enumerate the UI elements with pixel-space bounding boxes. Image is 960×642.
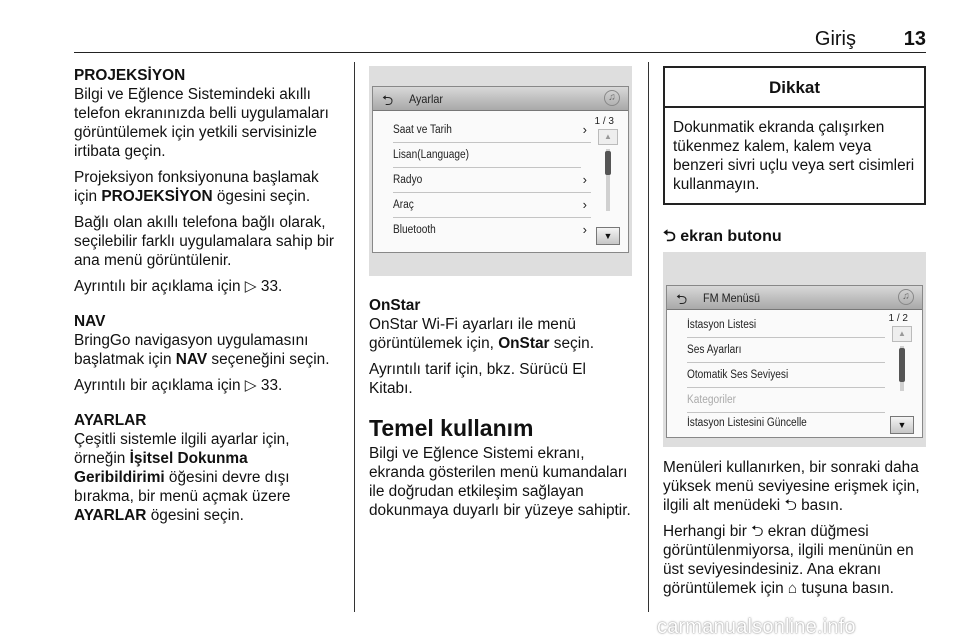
screen-title: Ayarlar (409, 92, 444, 106)
page-number: 13 (903, 28, 926, 50)
page-header (74, 28, 926, 52)
screen-title: FM Menüsü (703, 291, 761, 305)
paragraph-text: Menüleri kullanırken, bir sonraki daha yüksek menü seviyesine erişmek için, ilgili alt menüdeki (663, 459, 920, 514)
paragraph-text: ögesini seçin. (212, 188, 311, 205)
home-icon: ⌂ (787, 580, 798, 597)
back-arrow-icon[interactable]: ⮌ (676, 291, 688, 307)
section-heading-back-button: ⮌ ekran butonu (663, 228, 782, 245)
paragraph (74, 168, 340, 206)
settings-screen (372, 86, 629, 253)
list-item[interactable]: Lisan(Language) (393, 144, 581, 168)
page-ref-arrow-icon: ▷ (244, 377, 257, 394)
list-item[interactable]: Radyo › (393, 169, 591, 193)
settings-screenshot (369, 66, 632, 276)
paragraph (369, 360, 631, 398)
menu-term: PROJEKSİYON (101, 188, 213, 205)
paragraph (74, 430, 340, 525)
column-right-lower (663, 458, 926, 605)
list-item[interactable]: Araç › (393, 194, 591, 218)
scroll-down-button[interactable]: ▼ (890, 416, 914, 434)
section-title-onstar: OnStar (369, 297, 421, 314)
paragraph (74, 213, 340, 270)
music-note-icon[interactable]: ♫ (898, 289, 914, 305)
section-title-nav: NAV (74, 313, 106, 330)
paragraph (369, 444, 631, 520)
title-bar (667, 286, 922, 310)
paragraph (74, 331, 340, 369)
menu-term: OnStar (498, 335, 550, 352)
scroll-down-button[interactable]: ▼ (596, 227, 620, 245)
back-arrow-icon: ⮌ (784, 497, 797, 514)
paragraph-text: ekran düğmesi görüntülenmiyorsa, ilgili menünün en üst seviyesindesiniz. Ana ekranı görüntülemek için (663, 523, 914, 597)
scroll-up-button[interactable]: ▲ (892, 326, 912, 342)
chevron-right-icon: › (582, 122, 587, 137)
column-divider-1 (354, 62, 355, 612)
paragraph-text: Projeksiyon fonksiyonuna başlamak için (74, 169, 319, 205)
chevron-right-icon: › (582, 172, 587, 187)
paragraph-text: OnStar Wi-Fi ayarları ile menü görüntülemek için, (369, 316, 576, 352)
back-arrow-icon: ⮌ (663, 228, 676, 245)
paragraph-text: Ayrıntılı bir açıklama için (74, 377, 245, 394)
chevron-right-icon: › (582, 222, 587, 237)
column-middle (369, 296, 631, 527)
section-title-projeksiyon: PROJEKSİYON (74, 67, 186, 84)
page-reference[interactable]: 33. (260, 377, 283, 394)
paragraph (663, 458, 926, 515)
paragraph-text: basın. (796, 497, 844, 514)
section-title-ayarlar: AYARLAR (74, 412, 147, 429)
paragraph-text: seçin. (549, 335, 594, 352)
list-item[interactable]: Saat ve Tarih › (393, 119, 591, 143)
page-indicator: 1 / 2 (888, 313, 908, 324)
fm-menu-screen-bottom (666, 414, 923, 438)
column-left (74, 66, 340, 532)
paragraph-text: Bilgi ve Eğlence Sistemi ekranı, ekranda gösterilen menü kumandaları ile doğrudan etkileşim sağlayan dokunmaya duyarlı bir yüzeye sahiptir. (369, 445, 631, 519)
paragraph (369, 315, 631, 353)
paragraph-text: Bilgi ve Eğlence Sistemindeki akıllı telefon ekranınızda belli uygulamaları görüntülemek için yetkili servisinizle irtibata geçin. (74, 86, 329, 160)
menu-term: AYARLAR (74, 507, 147, 524)
column-right (663, 66, 926, 246)
column-divider-2 (648, 62, 649, 612)
paragraph-text: Ayrıntılı bir açıklama için (74, 278, 245, 295)
title-bar (373, 87, 628, 111)
list-item[interactable]: Ses Ayarları (687, 339, 885, 363)
page-ref-arrow-icon: ▷ (244, 278, 257, 295)
list-item[interactable]: Otomatik Ses Seviyesi (687, 364, 885, 388)
list-item[interactable]: Bluetooth › (393, 222, 587, 237)
paragraph-text: BringGo navigasyon uygulamasını başlatmak için (74, 332, 309, 368)
list-item[interactable]: İstasyon Listesi (687, 314, 885, 338)
page-indicator: 1 / 3 (594, 116, 614, 127)
music-note-icon[interactable]: ♫ (604, 90, 620, 106)
paragraph-text: Ayrıntılı tarif için, bkz. Sürücü El Kitabı. (369, 361, 586, 397)
header-divider (74, 52, 926, 53)
caution-title: Dikkat (665, 68, 924, 108)
back-arrow-icon: ⮌ (751, 523, 764, 540)
caution-box (663, 66, 926, 205)
scroll-thumb[interactable] (899, 348, 905, 382)
paragraph-text: Bağlı olan akıllı telefona bağlı olarak, seçilebilir farklı uygulamalara sahip bir ana menü görüntülenir. (74, 214, 335, 269)
page-reference[interactable]: 33. (260, 278, 283, 295)
paragraph-text: ögesini seçin. (146, 507, 244, 524)
section-heading: Temel kullanım (369, 415, 534, 441)
paragraph (74, 376, 340, 395)
list-item-disabled: Kategoriler (687, 389, 885, 413)
list-item[interactable]: İstasyon Listesini Güncelle (687, 417, 807, 429)
paragraph-text: seçeneğini seçin. (207, 351, 330, 368)
menu-term: İşitsel Dokunma Geribildirimi (74, 450, 248, 486)
paragraph (663, 522, 926, 598)
paragraph (74, 85, 340, 161)
fm-menu-screenshot (663, 252, 926, 447)
back-arrow-icon[interactable]: ⮌ (382, 92, 394, 108)
scroll-up-button[interactable]: ▲ (598, 129, 618, 145)
fm-menu-screen (666, 285, 923, 415)
menu-term: NAV (175, 351, 208, 368)
watermark: carmanualsonline.info (657, 616, 856, 638)
paragraph-text: tuşuna basın. (797, 580, 894, 597)
paragraph-text: Herhangi bir (663, 523, 752, 540)
paragraph (74, 277, 340, 296)
page-title: Giriş (814, 28, 856, 50)
paragraph-text: öğesini devre dışı bırakma, bir menü açmak üzere (74, 469, 291, 505)
chevron-right-icon: › (582, 197, 587, 212)
scroll-thumb[interactable] (605, 151, 611, 175)
caution-text: Dokunmatik ekranda çalışırken tükenmez kalem, kalem veya benzeri sivri uçlu veya sert cisimleri kullanmayın. (673, 119, 915, 193)
paragraph-text: Çeşitli sistemle ilgili ayarlar için, örneğin (74, 431, 290, 467)
